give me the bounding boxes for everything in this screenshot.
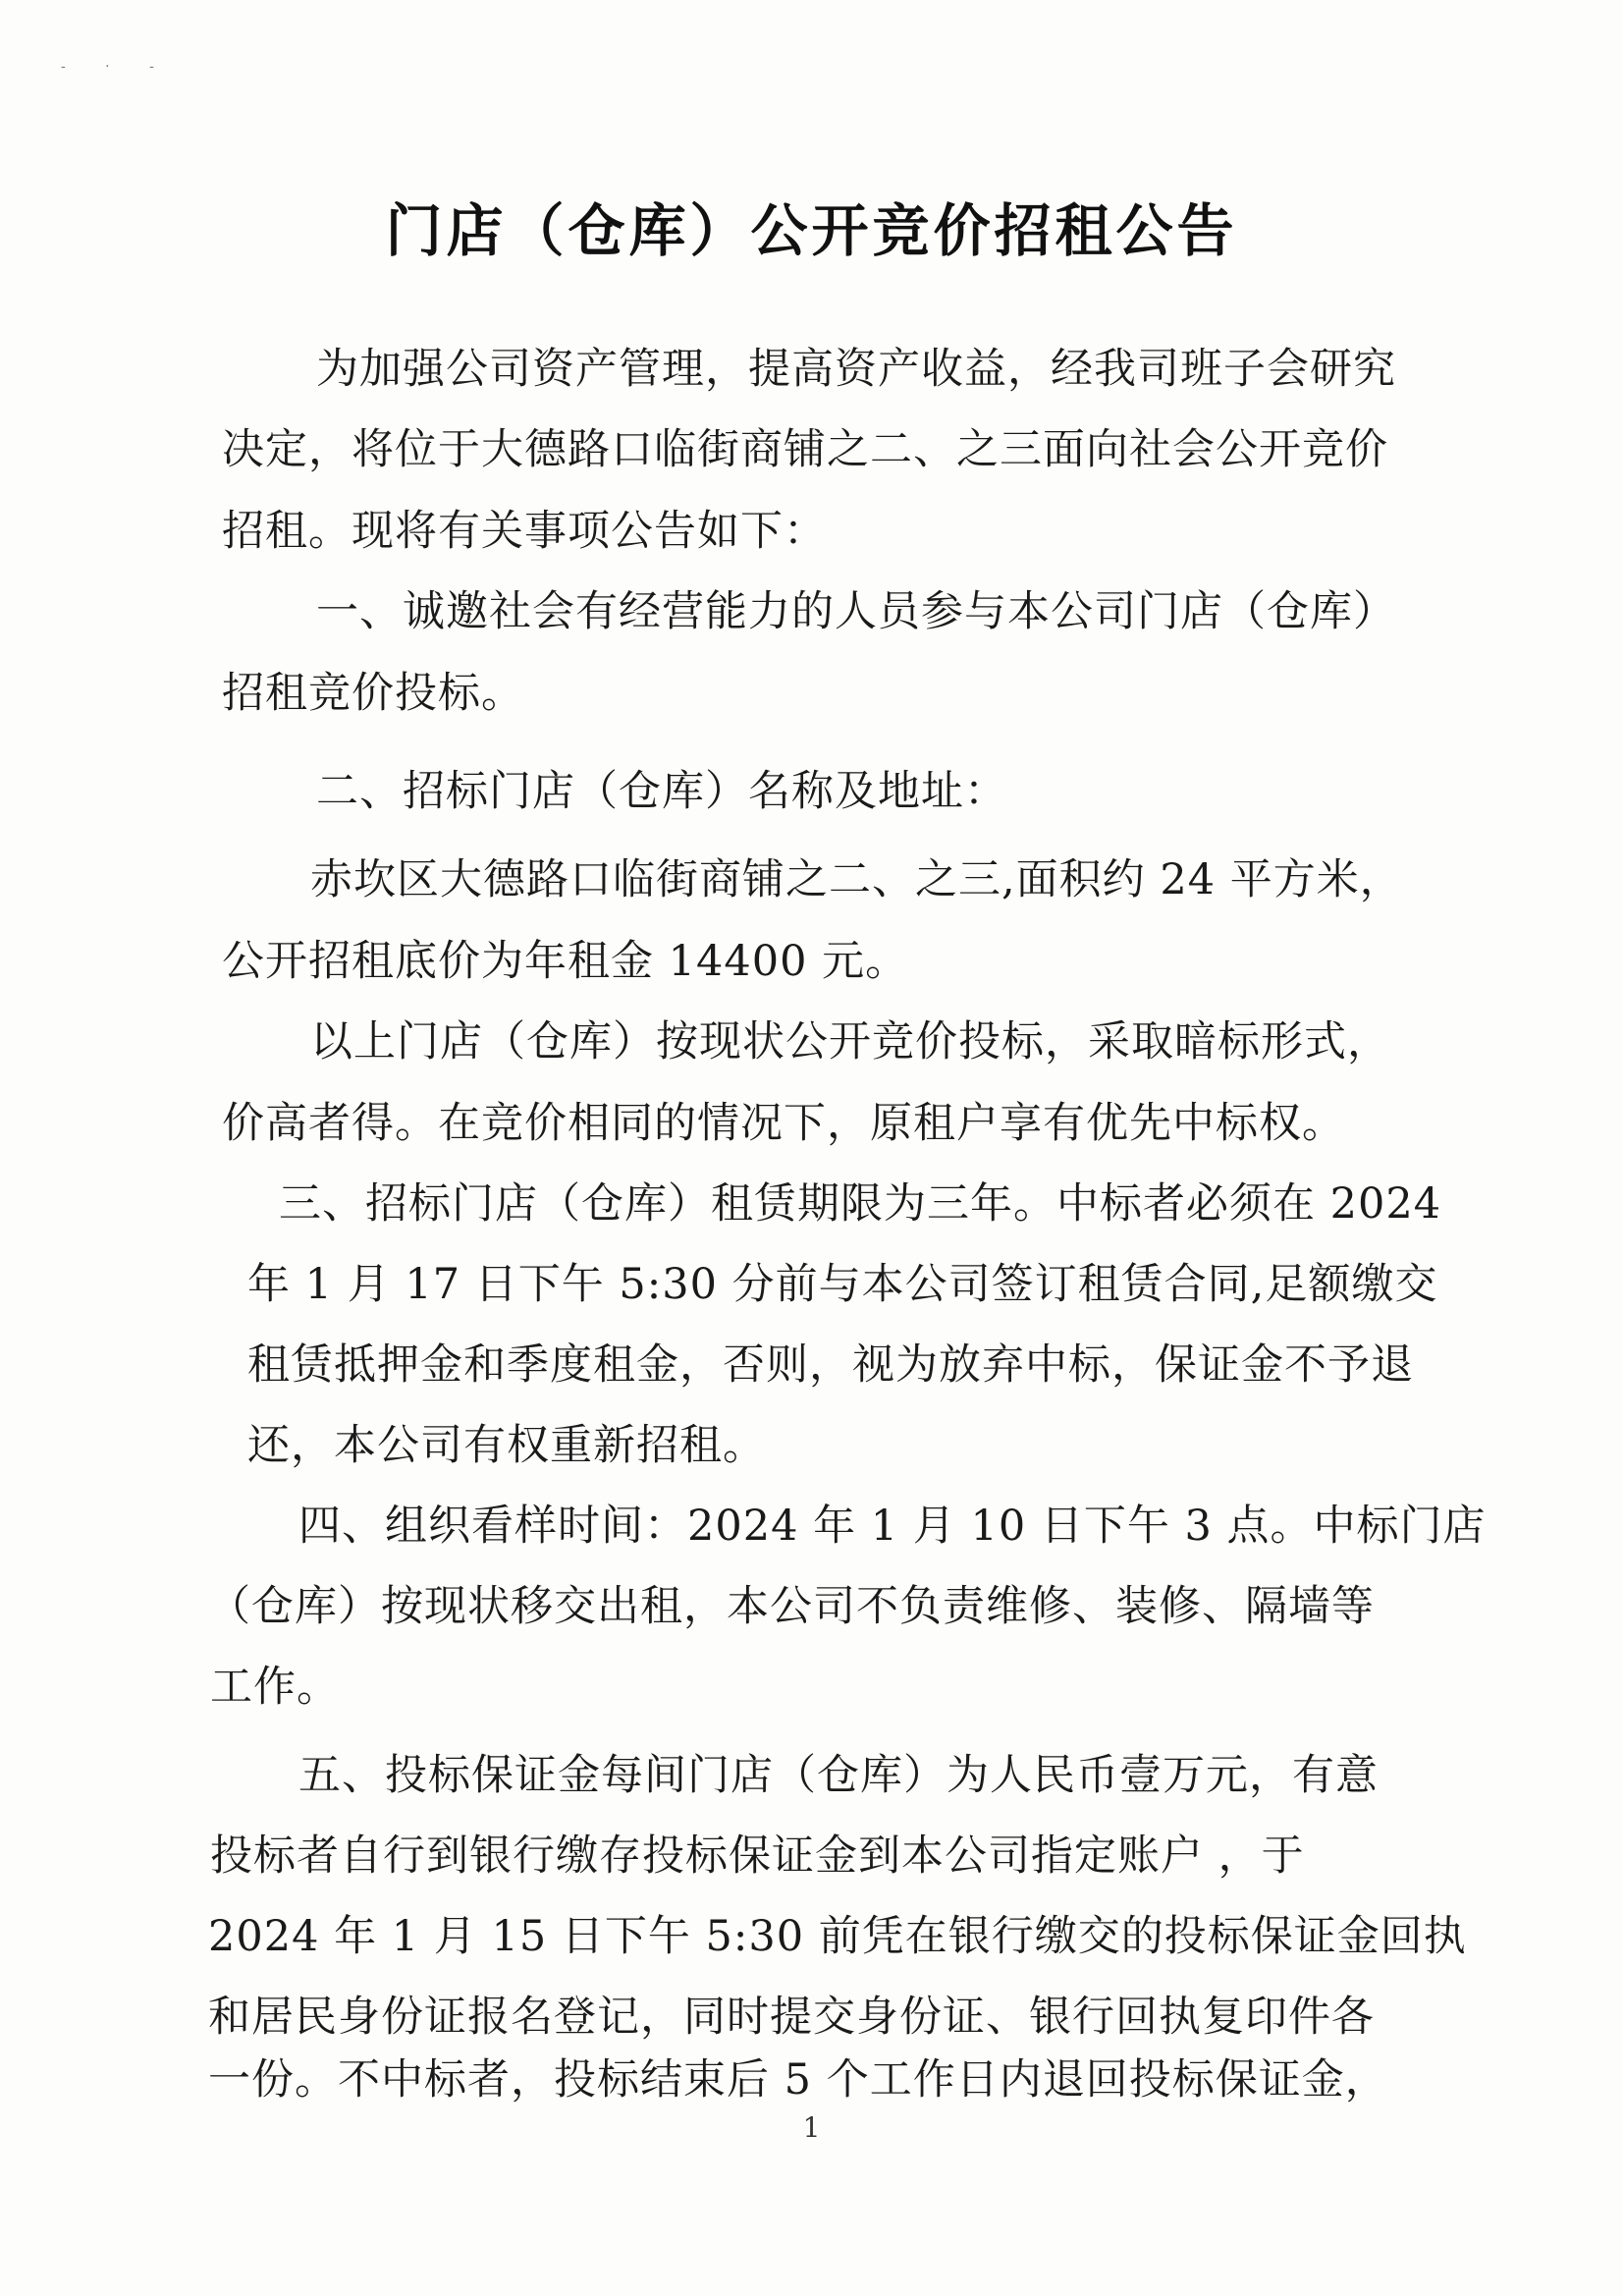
paragraph-line: 以上门店（仓库）按现状公开竞价投标，采取暗标形式， [310, 1017, 1390, 1066]
paragraph-line: 2024 年 1 月 15 日下午 5:30 前凭在银行缴交的投标保证金回执 [208, 1912, 1467, 1961]
paragraph-line: 工作。 [210, 1663, 340, 1712]
paragraph-line: 招租竞价投标。 [222, 669, 524, 718]
paragraph-line: 价高者得。在竞价相同的情况下，原租户享有优先中标权。 [222, 1099, 1345, 1148]
paragraph-line: 投标者自行到银行缴存投标保证金到本公司指定账户 ，于 [210, 1831, 1305, 1881]
paragraph-line: 决定，将位于大德路口临街商铺之二、之三面向社会公开竞价 [222, 425, 1388, 474]
paragraph-line: 还，本公司有权重新招租。 [247, 1421, 766, 1470]
paragraph-line: （仓库）按现状移交出租，本公司不负责维修、装修、隔墙等 [208, 1582, 1375, 1631]
paragraph-line: 赤坎区大德路口临街商铺之二、之三,面积约 24 平方米， [310, 855, 1403, 904]
paragraph-line: 一份。不中标者，投标结束后 5 个工作日内退回投标保证金， [208, 2055, 1388, 2105]
paragraph-line: 三、招标门店（仓库）租赁期限为三年。中标者必须在 2024 [279, 1179, 1442, 1229]
document-title: 门店（仓库）公开竞价招租公告 [385, 197, 1238, 264]
paragraph-line: 五、投标保证金每间门店（仓库）为人民币壹万元，有意 [298, 1751, 1379, 1800]
paragraph-line: 公开招租底价为年租金 14400 元。 [222, 937, 909, 986]
paragraph-line: 租赁抵押金和季度租金，否则，视为放弃中标，保证金不予退 [247, 1340, 1414, 1390]
page-number: 1 [802, 2111, 821, 2144]
scan-marks: - · - [61, 59, 172, 75]
paragraph-line: 招租。现将有关事项公告如下： [222, 507, 827, 556]
paragraph-line: 为加强公司资产管理，提高资产收益，经我司班子会研究 [316, 345, 1396, 394]
paragraph-line: 一、诚邀社会有经营能力的人员参与本公司门店（仓库） [316, 587, 1396, 636]
paragraph-line: 和居民身份证报名登记，同时提交身份证、银行回执复印件各 [208, 1993, 1375, 2042]
paragraph-line: 四、组织看样时间：2024 年 1 月 10 日下午 3 点。中标门店 [298, 1502, 1487, 1551]
paragraph-line: 二、招标门店（仓库）名称及地址： [316, 767, 1007, 816]
paragraph-line: 年 1 月 17 日下午 5:30 分前与本公司签订租赁合同,足额缴交 [247, 1260, 1438, 1309]
